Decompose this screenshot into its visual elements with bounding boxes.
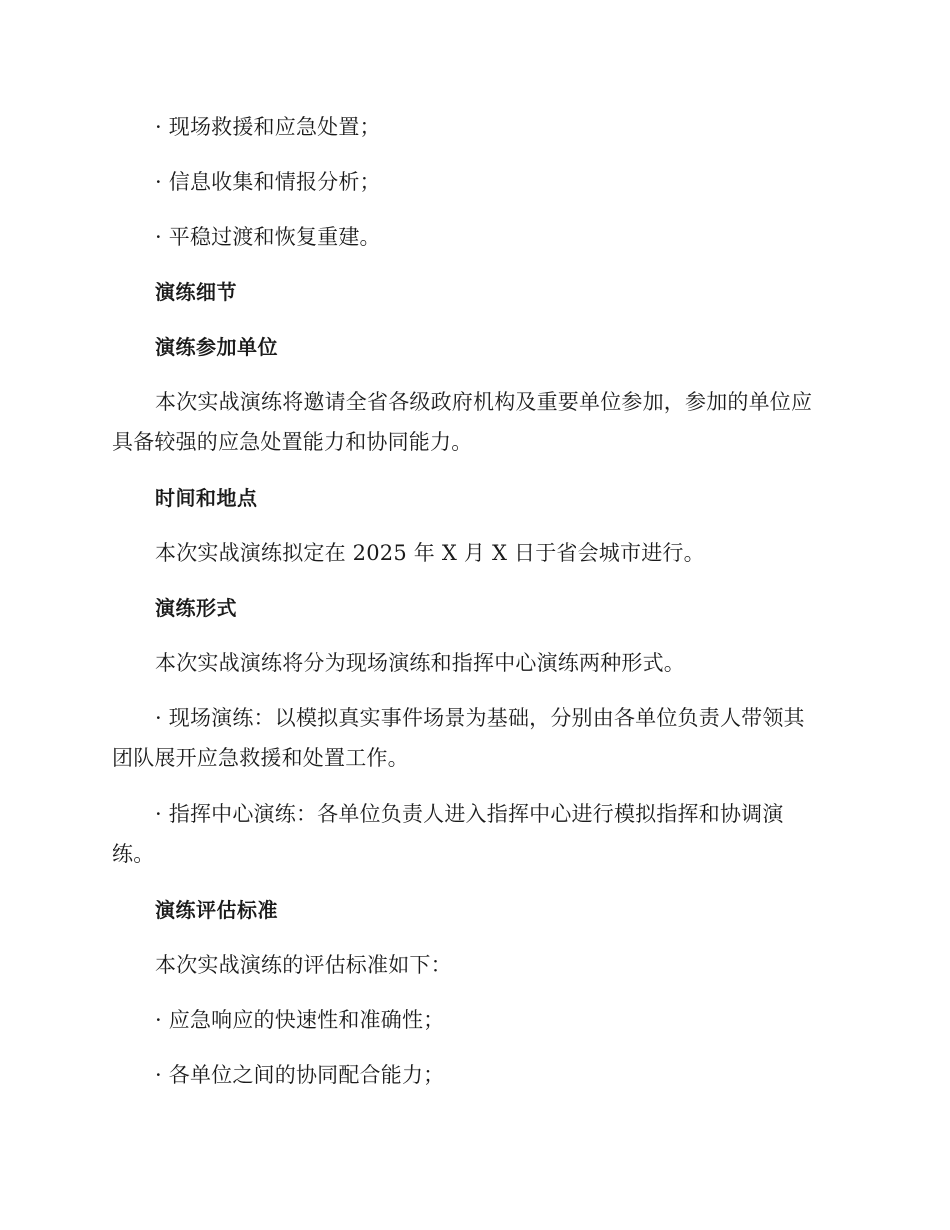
heading-time-place: 时间和地点	[155, 486, 258, 510]
evaluation-intro: 本次实战演练的评估标准如下：	[155, 953, 452, 977]
heading-evaluation: 演练评估标准	[155, 898, 278, 922]
format-item-command-line1: · 指挥中心演练：各单位负责人进入指挥中心进行模拟指挥和协调演	[155, 802, 784, 826]
heading-participants: 演练参加单位	[155, 335, 278, 359]
evaluation-item-coordination: · 各单位之间的协同配合能力；	[155, 1063, 445, 1087]
evaluation-item-response: · 应急响应的快速性和准确性；	[155, 1008, 445, 1032]
time-place-text: 本次实战演练拟定在 2025 年 X 月 X 日于省会城市进行。	[155, 541, 705, 565]
bullet-recovery: · 平稳过渡和恢复重建。	[155, 225, 381, 249]
heading-format: 演练形式	[155, 596, 237, 620]
section-heading-details: 演练细节	[155, 280, 237, 304]
format-item-field-line2: 团队展开应急救援和处置工作。	[112, 746, 409, 770]
bullet-rescue: · 现场救援和应急处置；	[155, 115, 381, 139]
format-item-field-line1: · 现场演练：以模拟真实事件场景为基础，分别由各单位负责人带领其	[155, 706, 805, 730]
bullet-intelligence: · 信息收集和情报分析；	[155, 170, 381, 194]
format-intro: 本次实战演练将分为现场演练和指挥中心演练两种形式。	[155, 651, 685, 675]
format-item-command-line2: 练。	[112, 842, 155, 866]
participants-text-line2: 具备较强的应急处置能力和协同能力。	[112, 430, 473, 454]
participants-text-line1: 本次实战演练将邀请全省各级政府机构及重要单位参加，参加的单位应	[155, 390, 813, 414]
